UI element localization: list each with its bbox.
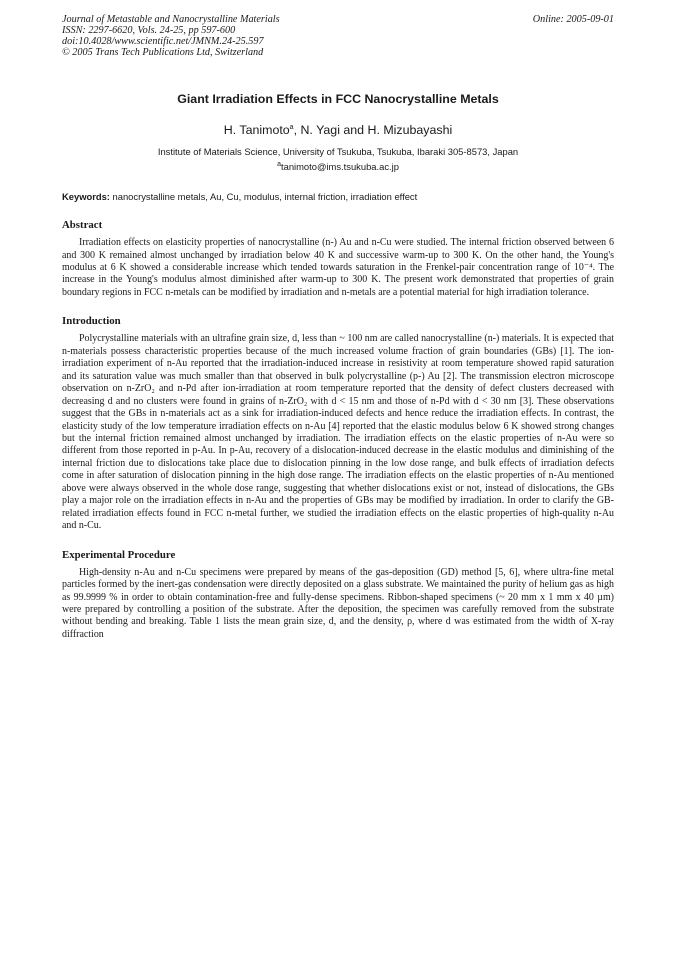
abstract-heading: Abstract bbox=[62, 219, 103, 232]
author-list bbox=[62, 123, 614, 137]
introduction-heading: Introduction bbox=[62, 315, 121, 328]
affiliation: Institute of Materials Science, University of Tsukuba, Tsukuba, Ibaraki 305-8573, Japan bbox=[157, 146, 519, 157]
email-mark: a bbox=[277, 160, 281, 168]
keywords-text: nanocrystalline metals, Au, Cu, modulus, internal friction, irradiation effect bbox=[109, 191, 418, 203]
doi-line: doi:10.4028/www.scientific.net/JMNM.24-25.597 bbox=[62, 36, 264, 47]
page-header bbox=[62, 14, 614, 58]
author-1-affiliation-mark: a bbox=[289, 123, 294, 131]
paper-title: Giant Irradiation Effects in FCC Nanocrystalline Metals bbox=[177, 92, 499, 106]
copyright-line: © 2005 Trans Tech Publications Ltd, Switzerland bbox=[62, 47, 264, 58]
keywords-label: Keywords: bbox=[62, 191, 110, 203]
experimental-text: High-density n-Au and n-Cu specimens were prepared by means of the gas-deposition (GD) method [5, 6], where ultra-fine metal particles formed by the inert-gas condensation were directly deposited on a glass substrate. We maintained the purity of helium gas as high as 99.9999 % in order to obtain contamination-free and fully-dense specimens. Ribbon-shaped specimens (~ 20 mm x 1 mm x 40 µm) were prepared by controlling a position of the substrate. After the deposition, the specimen was carefully removed from the substrate without bending and breaking. Table 1 lists the mean grain size, d, and the density, ρ, where d was estimated from the width of X-ray diffraction bbox=[62, 566, 614, 640]
issn-line: ISSN: 2297-6620, Vols. 24-25, pp 597-600 bbox=[62, 25, 236, 36]
author-1: H. Tanimoto bbox=[223, 123, 290, 137]
other-authors: , N. Yagi and H. Mizubayashi bbox=[293, 123, 453, 137]
experimental-heading: Experimental Procedure bbox=[62, 548, 176, 561]
introduction-text: Polycrystalline materials with an ultrafine grain size, d, less than ~ 100 nm are called nanocrystalline (n-) materials. It is expected that n-materials possess characteristic properties because of the much increased volume fraction of grain boundaries (GBs) [1]. The ion-irradiation experiment of n-Au reported that the irradiation-induced increase in resistivity at room temperature showed rapid saturation and its saturation value was much smaller than that observed in bulk polycrystalline (p-) Au [2]. The transmission electron microscope observation on n-ZrO₂ and n-Pd after ion-irradiation at room temperature reported that the density of defect clusters decreased with decreasing d and no clusters were found in grains of n-ZrO₂ with d < 15 nm and those of n-Pd with d < 30 nm [3]. These observations suggest that the GBs in n-materials act as a sink for irradiation-induced defects and hence reduce the irradiation effects. In contrast, the elasticity study of the low temperature irradiation effects on n-Au [4] reported that the elastic modulus below 6 K showed strong changes but the internal friction remained almost unchanged by irradiation. The irradiation effects on the elastic properties of n-Au were so different from those reported in p-Au. In p-Au, recovery of a dislocation-induced decrease in the elastic modulus and diminishing of the internal friction due to dislocations take place due to dislocation pinning in the low dose range, and bulk effects of irradiation defects come in after saturation of dislocation pinning in the high dose range. The irradiation effects on the elastic properties of n-Au mentioned above were always observed in the whole dose range, suggesting that whether dislocations exist or not, instead of dislocations, the GBs play a major role on the irradiation effects in n-Au and the properties of GBs may be modified by irradiation. In order to clarify the GB-related irradiation effects found in FCC n-metal further, we studied the irradiation effects on the elastic properties of high-quality n-Au and n-Cu. bbox=[62, 333, 614, 532]
email-address: tanimoto@ims.tsukuba.ac.jp bbox=[281, 160, 399, 172]
online-date: Online: 2005-09-01 bbox=[532, 14, 614, 25]
author-email bbox=[62, 159, 614, 174]
journal-name: Journal of Metastable and Nanocrystalline Materials bbox=[62, 14, 280, 25]
publication-info bbox=[62, 14, 280, 58]
keywords bbox=[62, 191, 614, 202]
abstract-text: Irradiation effects on elasticity properties of nanocrystalline (n-) Au and n-Cu were studied. The internal friction observed between 6 and 300 K remained almost unchanged by irradiation below 40 K and successive warm-up to 300 K. On the other hand, the Young's modulus at 6 K showed a considerable increase which tended towards saturation in the Frenkel-pair concentration range of 10⁻⁴. The increase in the Young's modulus almost diminished after warm-up to 300 K. The present work demonstrated that properties of grain boundary regions in FCC n-metals can be modified by irradiation and n-metals are a potential material for high irradiation tolerance. bbox=[62, 237, 614, 298]
